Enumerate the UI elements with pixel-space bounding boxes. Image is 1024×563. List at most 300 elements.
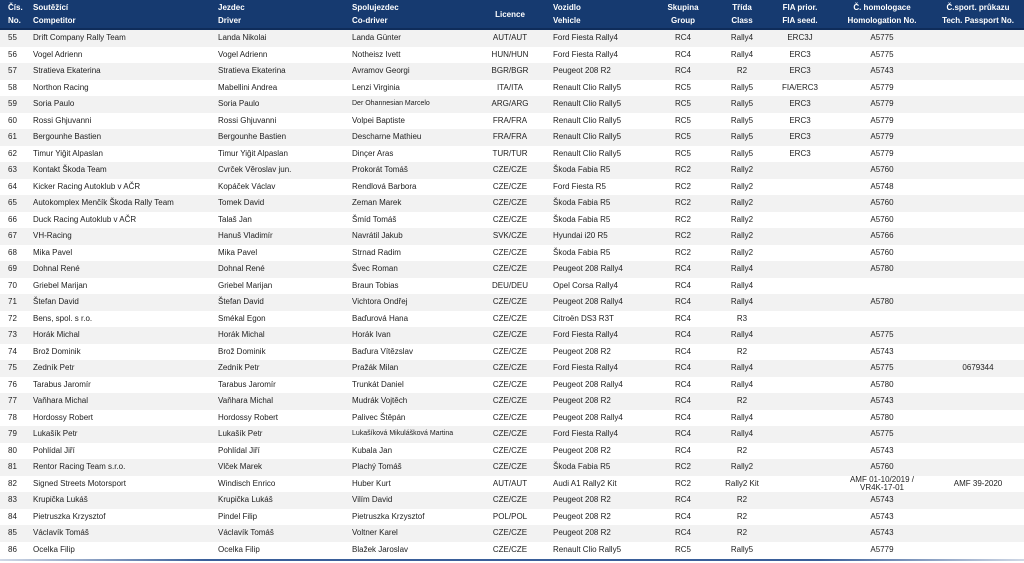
cell-homologation: A5743 [870, 445, 894, 455]
cell-driver: Brož Dominik [218, 346, 266, 356]
cell-vehicle: Peugeot 208 Rally4 [553, 297, 623, 306]
cell-group: RC5 [674, 82, 691, 92]
cell-driver: Hordossy Robert [218, 412, 279, 422]
cell-class: Rally4 [730, 429, 754, 438]
cell-competitor: Soria Paulo [33, 99, 75, 108]
cell-class: Rally2 [730, 247, 754, 257]
cell-homologation: A5766 [870, 231, 894, 240]
table-row [0, 509, 1024, 526]
cell-codriver: Volpei Baptiste [352, 115, 405, 125]
cell-driver: Václavík Tomáš [218, 528, 274, 537]
table-header [0, 0, 1024, 30]
cell-driver: Griebel Marijan [218, 280, 273, 290]
cell-group: RC4 [674, 66, 691, 75]
cell-competitor: Krupička Lukáš [33, 495, 88, 504]
cell-driver: Mika Pavel [218, 247, 258, 257]
cell-no: 73 [8, 330, 17, 339]
cell-licence: HUN/HUN [491, 49, 529, 59]
cell-vehicle: Ford Fiesta Rally4 [553, 33, 618, 42]
cell-vehicle: Renault Clio Rally5 [553, 132, 622, 141]
cell-licence: POL/POL [492, 511, 528, 521]
cell-vehicle: Ford Fiesta R5 [553, 181, 606, 191]
cell-homologation: A5743 [870, 396, 894, 405]
cell-homologation: A5775 [870, 363, 894, 372]
cell-group: RC4 [674, 429, 691, 438]
cell-homologation: A5743 [870, 66, 894, 75]
cell-fia-seed: ERC3 [789, 115, 811, 125]
header-codriver-en: Co-driver [352, 16, 388, 25]
cell-homologation: A5780 [870, 379, 894, 389]
cell-fia-seed: ERC3 [789, 132, 811, 141]
header-class-en: Class [731, 16, 753, 25]
cell-homologation: A5743 [870, 346, 894, 356]
cell-class: Rally4 [730, 280, 754, 290]
cell-driver: Tomek David [218, 198, 265, 207]
cell-vehicle: Peugeot 208 Rally4 [553, 264, 623, 273]
cell-vehicle: Škoda Fabia R5 [553, 247, 611, 257]
cell-driver: Horák Michal [218, 330, 265, 339]
cell-no: 62 [8, 148, 17, 158]
cell-homologation: A5779 [870, 544, 894, 554]
cell-no: 65 [8, 198, 17, 207]
cell-competitor: Stratieva Ekaterina [33, 66, 101, 75]
cell-competitor: Štefan David [33, 297, 79, 306]
cell-group: RC5 [674, 99, 691, 108]
cell-vehicle: Ford Fiesta Rally4 [553, 363, 618, 372]
cell-passport: 0679344 [962, 363, 994, 372]
cell-no: 76 [8, 379, 17, 389]
cell-no: 70 [8, 280, 17, 290]
cell-vehicle: Renault Clio Rally5 [553, 82, 622, 92]
cell-group: RC5 [674, 115, 691, 125]
table-row [0, 80, 1024, 97]
cell-licence: CZE/CZE [492, 247, 528, 257]
header-licence: Licence [495, 10, 525, 19]
cell-competitor: Tarabus Jaromír [33, 379, 91, 389]
cell-driver: Ocelka Filip [218, 544, 260, 554]
cell-vehicle: Renault Clio Rally5 [553, 544, 622, 554]
table-row [0, 459, 1024, 476]
cell-class: R2 [736, 445, 748, 455]
cell-vehicle: Citroën DS3 R3T [553, 313, 614, 323]
cell-no: 74 [8, 346, 17, 356]
cell-no: 67 [8, 231, 17, 240]
homologation-line: AMF 01-10/2019 / [849, 474, 915, 484]
cell-driver: Cvrček Věroslav jun. [218, 165, 292, 174]
header-codriver-cz: Spolujezdec [352, 3, 399, 12]
cell-group: RC4 [674, 33, 691, 42]
cell-class: Rally2 Kit [725, 478, 759, 488]
table-row [0, 261, 1024, 278]
cell-homologation: A5775 [870, 49, 894, 59]
cell-class: Rally4 [730, 379, 754, 389]
cell-group: RC2 [674, 247, 691, 257]
cell-vehicle: Ford Fiesta Rally4 [553, 330, 618, 339]
cell-vehicle: Škoda Fabia R5 [553, 214, 611, 224]
cell-licence: CZE/CZE [492, 429, 528, 438]
cell-no: 86 [8, 544, 17, 554]
cell-group: RC2 [674, 231, 691, 240]
cell-fia-seed: FIA/ERC3 [781, 82, 818, 92]
cell-class: Rally5 [730, 148, 754, 158]
cell-competitor: Drift Company Rally Team [33, 33, 126, 42]
cell-group: RC4 [674, 379, 691, 389]
cell-homologation: A5775 [870, 33, 894, 42]
cell-vehicle: Peugeot 208 R2 [553, 528, 611, 537]
cell-driver: Kopáček Václav [218, 181, 276, 191]
header-passport-en: Tech. Passport No. [942, 16, 1014, 25]
cell-codriver: Der Ohannesian Marcelo [352, 100, 430, 107]
cell-homologation: A5760 [870, 462, 894, 471]
cell-vehicle: Opel Corsa Rally4 [553, 280, 618, 290]
cell-group: RC2 [674, 198, 691, 207]
table-row [0, 426, 1024, 443]
cell-competitor: Pohlídal Jiří [33, 445, 75, 455]
header-no-en: No. [8, 16, 21, 25]
cell-vehicle: Peugeot 208 R2 [553, 511, 611, 521]
cell-homologation: A5775 [870, 330, 894, 339]
cell-driver: Dohnal René [218, 264, 265, 273]
cell-group: RC4 [674, 445, 691, 455]
cell-licence: FRA/FRA [492, 132, 528, 141]
cell-class: R2 [736, 66, 748, 75]
cell-no: 63 [8, 165, 17, 174]
cell-vehicle: Hyundai i20 R5 [553, 231, 608, 240]
cell-class: Rally2 [730, 181, 754, 191]
cell-competitor: Hordossy Robert [33, 412, 94, 422]
cell-passport: AMF 39-2020 [953, 478, 1003, 488]
cell-class: R2 [736, 511, 748, 521]
cell-group: RC4 [674, 264, 691, 273]
cell-licence: CZE/CZE [492, 396, 528, 405]
cell-driver: Landa Nikolai [218, 33, 267, 42]
cell-class: Rally5 [730, 99, 754, 108]
cell-licence: CZE/CZE [492, 264, 528, 273]
table-row [0, 360, 1024, 377]
cell-driver: Štefan David [218, 297, 264, 306]
cell-codriver: Landa Günter [352, 33, 401, 42]
cell-codriver: Mudrák Vojtěch [352, 396, 408, 405]
table-row [0, 228, 1024, 245]
cell-competitor: Brož Dominik [33, 346, 81, 356]
cell-class: R2 [736, 346, 748, 356]
cell-no: 80 [8, 445, 17, 455]
cell-codriver: Baďurová Hana [352, 313, 409, 323]
cell-licence: CZE/CZE [492, 330, 528, 339]
header-driver-cz: Jezdec [218, 3, 245, 12]
cell-competitor: Dohnal René [33, 264, 80, 273]
cell-codriver: Pražák Milan [352, 363, 399, 372]
cell-vehicle: Renault Clio Rally5 [553, 115, 622, 125]
cell-codriver: Palivec Štěpán [352, 412, 406, 422]
cell-codriver: Descharne Mathieu [352, 132, 422, 141]
cell-vehicle: Škoda Fabia R5 [553, 198, 611, 207]
cell-licence: CZE/CZE [492, 412, 528, 422]
cell-no: 69 [8, 264, 17, 273]
cell-group: RC4 [674, 280, 691, 290]
cell-no: 68 [8, 247, 17, 257]
table-row [0, 245, 1024, 262]
table-row [0, 311, 1024, 328]
cell-competitor: Zedník Petr [33, 363, 75, 372]
cell-class: Rally5 [730, 544, 754, 554]
cell-homologation: A5760 [870, 214, 894, 224]
cell-licence: CZE/CZE [492, 165, 528, 174]
cell-codriver: Strnad Radim [352, 247, 401, 257]
cell-class: R2 [736, 528, 748, 537]
cell-class: R3 [736, 313, 748, 323]
header-competitor-cz: Soutěžící [33, 3, 69, 12]
cell-driver: Hanuš Vladimír [218, 231, 273, 240]
cell-homologation: A5779 [870, 148, 894, 158]
cell-group: RC4 [674, 330, 691, 339]
table-row [0, 63, 1024, 80]
header-fia-cz: FIA prior. [782, 3, 818, 12]
cell-driver: Windisch Enrico [218, 478, 276, 488]
cell-competitor: Signed Streets Motorsport [33, 478, 126, 488]
cell-competitor: Rossi Ghjuvanni [33, 115, 92, 125]
cell-no: 85 [8, 528, 17, 537]
cell-competitor: Vaňhara Michal [33, 396, 88, 405]
cell-driver: Talaš Jan [218, 214, 252, 224]
cell-class: Rally4 [730, 297, 754, 306]
cell-competitor: Duck Racing Autoklub v AČR [33, 214, 137, 224]
cell-driver: Timur Yiğit Alpaslan [218, 148, 288, 158]
cell-driver: Vaňhara Michal [218, 396, 273, 405]
cell-competitor: Mika Pavel [33, 247, 73, 257]
cell-competitor: Lukašík Petr [33, 429, 78, 438]
cell-codriver: Šmíd Tomáš [352, 214, 397, 224]
cell-no: 77 [8, 396, 17, 405]
cell-homologation: A5780 [870, 264, 894, 273]
cell-class: Rally2 [730, 165, 754, 174]
table-row [0, 162, 1024, 179]
cell-licence: CZE/CZE [492, 379, 528, 389]
cell-no: 55 [8, 33, 17, 42]
cell-licence: CZE/CZE [492, 445, 528, 455]
cell-codriver: Navrátil Jakub [352, 231, 403, 240]
cell-homologation: A5743 [870, 528, 894, 537]
cell-group: RC4 [674, 49, 691, 59]
cell-vehicle: Škoda Fabia R5 [553, 462, 611, 471]
cell-codriver: Voltner Karel [352, 528, 398, 537]
cell-codriver: Švec Roman [352, 264, 398, 273]
cell-group: RC2 [674, 165, 691, 174]
table-row [0, 212, 1024, 229]
cell-licence: CZE/CZE [492, 313, 528, 323]
cell-group: RC4 [674, 363, 691, 372]
cell-competitor: Bens, spol. s r.o. [33, 313, 93, 323]
header-group-cz: Skupina [667, 3, 699, 12]
cell-no: 61 [8, 132, 17, 141]
header-competitor-en: Competitor [33, 16, 76, 25]
table-row [0, 542, 1024, 559]
cell-driver: Vlček Marek [218, 462, 263, 471]
cell-vehicle: Peugeot 208 R2 [553, 346, 611, 356]
header-driver-en: Driver [218, 16, 242, 25]
cell-fia-seed: ERC3 [789, 66, 811, 75]
cell-licence: ITA/ITA [497, 82, 523, 92]
cell-class: Rally4 [730, 33, 754, 42]
cell-licence: BGR/BGR [491, 66, 529, 75]
cell-codriver: Lenzi Virginia [352, 82, 400, 92]
cell-group: RC4 [674, 528, 691, 537]
cell-vehicle: Škoda Fabia R5 [553, 165, 611, 174]
cell-driver: Bergounhe Bastien [218, 132, 287, 141]
cell-competitor: Václavík Tomáš [33, 528, 89, 537]
cell-class: Rally5 [730, 132, 754, 141]
table-row [0, 195, 1024, 212]
cell-driver: Soria Paulo [218, 99, 260, 108]
cell-competitor: Vogel Adrienn [33, 49, 83, 59]
cell-homologation: A5743 [870, 495, 894, 504]
cell-group: RC2 [674, 181, 691, 191]
cell-codriver: Rendlová Barbora [352, 181, 417, 191]
cell-class: Rally4 [730, 363, 754, 372]
cell-class: Rally4 [730, 330, 754, 339]
cell-competitor: Northon Racing [33, 82, 89, 92]
cell-group: RC4 [674, 495, 691, 504]
cell-no: 84 [8, 511, 17, 521]
cell-competitor: Timur Yiğit Alpaslan [33, 148, 103, 158]
cell-competitor: Ocelka Filip [33, 544, 75, 554]
cell-class: Rally2 [730, 198, 754, 207]
table-row [0, 113, 1024, 130]
cell-homologation: A5743 [870, 511, 894, 521]
header-vehicle-cz: Vozidlo [553, 3, 581, 12]
cell-licence: CZE/CZE [492, 462, 528, 471]
cell-licence: DEU/DEU [491, 280, 528, 290]
cell-class: Rally2 [730, 462, 754, 471]
cell-class: R2 [736, 396, 748, 405]
cell-codriver: Plachý Tomáš [352, 462, 402, 471]
cell-driver: Lukašík Petr [218, 429, 263, 438]
cell-no: 60 [8, 115, 17, 125]
cell-class: Rally2 [730, 231, 754, 240]
cell-no: 83 [8, 495, 17, 504]
cell-homologation: A5748 [870, 181, 894, 191]
cell-driver: Rossi Ghjuvanni [218, 115, 277, 125]
cell-group: RC5 [674, 544, 691, 554]
cell-group: RC4 [674, 412, 691, 422]
cell-class: Rally5 [730, 115, 754, 125]
table-row [0, 377, 1024, 394]
header-vehicle-en: Vehicle [553, 16, 581, 25]
cell-group: RC2 [674, 478, 691, 488]
table-row [0, 476, 1024, 493]
cell-licence: CZE/CZE [492, 544, 528, 554]
cell-competitor: Horák Michal [33, 330, 80, 339]
cell-codriver: Kubala Jan [352, 445, 393, 455]
cell-group: RC4 [674, 396, 691, 405]
cell-homologation: A5760 [870, 247, 894, 257]
cell-licence: CZE/CZE [492, 214, 528, 224]
cell-homologation: A5779 [870, 82, 894, 92]
cell-codriver: Notheisz Ivett [352, 49, 401, 59]
cell-codriver: Zeman Marek [352, 198, 402, 207]
cell-no: 79 [8, 429, 17, 438]
cell-vehicle: Peugeot 208 R2 [553, 396, 611, 405]
cell-driver: Pindel Filip [218, 511, 258, 521]
cell-competitor: Autokomplex Menčík Škoda Rally Team [33, 198, 174, 207]
cell-licence: CZE/CZE [492, 346, 528, 356]
header-no-cz: Čís. [8, 3, 23, 12]
cell-vehicle: Peugeot 208 Rally4 [553, 412, 623, 422]
cell-vehicle: Renault Clio Rally5 [553, 99, 622, 108]
cell-licence: TUR/TUR [492, 148, 528, 158]
cell-driver: Smékal Egon [218, 313, 266, 323]
cell-driver: Krupička Lukáš [218, 495, 273, 504]
cell-fia-seed: ERC3J [787, 33, 813, 42]
cell-group: RC4 [674, 346, 691, 356]
cell-group: RC5 [674, 148, 691, 158]
cell-fia-seed: ERC3 [789, 49, 811, 59]
cell-codriver: Baďura Vítězslav [352, 346, 413, 356]
cell-no: 75 [8, 363, 17, 372]
cell-class: Rally4 [730, 412, 754, 422]
cell-codriver: Vilím David [352, 495, 393, 504]
cell-no: 66 [8, 214, 17, 224]
table-row [0, 525, 1024, 542]
cell-codriver: Trunkát Daniel [352, 379, 404, 389]
cell-homologation: A5780 [870, 297, 894, 306]
table-row [0, 179, 1024, 196]
cell-group: RC2 [674, 462, 691, 471]
cell-class: Rally4 [730, 49, 754, 59]
table-row [0, 294, 1024, 311]
cell-licence: ARG/ARG [491, 99, 529, 108]
cell-no: 57 [8, 66, 17, 75]
cell-homologation: A5760 [870, 165, 894, 174]
cell-fia-seed: ERC3 [789, 148, 811, 158]
cell-vehicle: Audi A1 Rally2 Kit [553, 478, 617, 488]
cell-licence: CZE/CZE [492, 297, 528, 306]
cell-codriver: Lukašíková Mikulášková Martina [352, 430, 454, 437]
cell-competitor: Griebel Marijan [33, 280, 88, 290]
cell-fia-seed: ERC3 [789, 99, 811, 108]
cell-group: RC5 [674, 132, 691, 141]
cell-homologation [836, 476, 928, 492]
cell-vehicle: Peugeot 208 Rally4 [553, 379, 623, 389]
cell-homologation: A5779 [870, 99, 894, 108]
table-body [0, 30, 1024, 558]
cell-competitor: Pietruszka Krzysztof [33, 511, 106, 521]
table-row [0, 410, 1024, 427]
cell-group: RC4 [674, 297, 691, 306]
cell-vehicle: Ford Fiesta Rally4 [553, 49, 618, 59]
cell-class: Rally5 [730, 82, 754, 92]
cell-driver: Zedník Petr [218, 363, 260, 372]
header-passport-cz: Č.sport. průkazu [946, 3, 1010, 12]
cell-competitor: VH-Racing [33, 231, 72, 240]
cell-codriver: Horák Ivan [352, 330, 391, 339]
table-row [0, 278, 1024, 295]
cell-no: 64 [8, 181, 17, 191]
header-homologation-en: Homologation No. [847, 16, 917, 25]
cell-driver: Pohlídal Jiří [218, 445, 260, 455]
cell-licence: CZE/CZE [492, 198, 528, 207]
cell-codriver: Blažek Jaroslav [352, 544, 409, 554]
cell-codriver: Pietruszka Krzysztof [352, 511, 425, 521]
cell-no: 71 [8, 297, 17, 306]
table-row [0, 30, 1024, 47]
cell-licence: CZE/CZE [492, 181, 528, 191]
cell-class: Rally2 [730, 214, 754, 224]
cell-competitor: Rentor Racing Team s.r.o. [33, 462, 126, 471]
homologation-line: VR4K-17-01 [859, 482, 905, 492]
cell-no: 78 [8, 412, 17, 422]
cell-licence: CZE/CZE [492, 528, 528, 537]
